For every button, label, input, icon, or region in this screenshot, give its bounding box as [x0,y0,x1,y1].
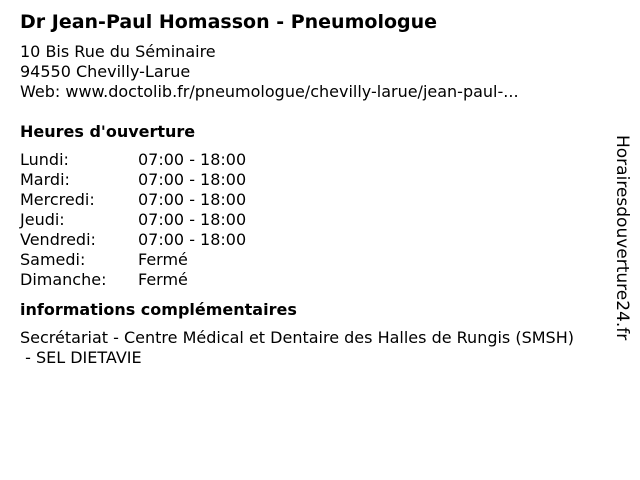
address-block [20,42,600,102]
hours-heading: Heures d'ouverture [20,122,196,141]
info-text: Secrétariat - Centre Médical et Dentaire des Halles de Rungis (SMSH) - SEL DIETAVIE [20,328,574,367]
address-web: Web: www.doctolib.fr/pneumologue/chevilly-larue/jean-paul-... [20,82,519,101]
hours-day: Lundi: [20,150,69,169]
address-street: 10 Bis Rue du Séminaire [20,42,216,61]
hours-day: Dimanche: [20,270,107,289]
hours-table [20,150,246,290]
hours-time: Fermé [138,270,188,289]
hours-day: Mardi: [20,170,70,189]
hours-day: Vendredi: [20,230,96,249]
hours-row [20,150,246,170]
address-city: 94550 Chevilly-Larue [20,62,191,81]
hours-time: Fermé [138,250,188,269]
hours-row [20,230,246,250]
hours-row [20,250,246,270]
hours-time: 07:00 - 18:00 [138,210,247,229]
hours-row [20,170,246,190]
hours-day: Mercredi: [20,190,95,209]
watermark-text: Horairesdouverture24.fr [612,135,632,341]
hours-day: Samedi: [20,250,86,269]
hours-time: 07:00 - 18:00 [138,170,247,189]
info-heading: informations complémentaires [20,300,297,319]
hours-time: 07:00 - 18:00 [138,230,247,249]
page-title: Dr Jean-Paul Homasson - Pneumologue [20,11,438,33]
hours-time: 07:00 - 18:00 [138,150,247,169]
business-card [20,10,600,368]
hours-row [20,210,246,230]
hours-row [20,190,246,210]
hours-day: Jeudi: [20,210,65,229]
hours-time: 07:00 - 18:00 [138,190,247,209]
hours-row [20,270,246,290]
